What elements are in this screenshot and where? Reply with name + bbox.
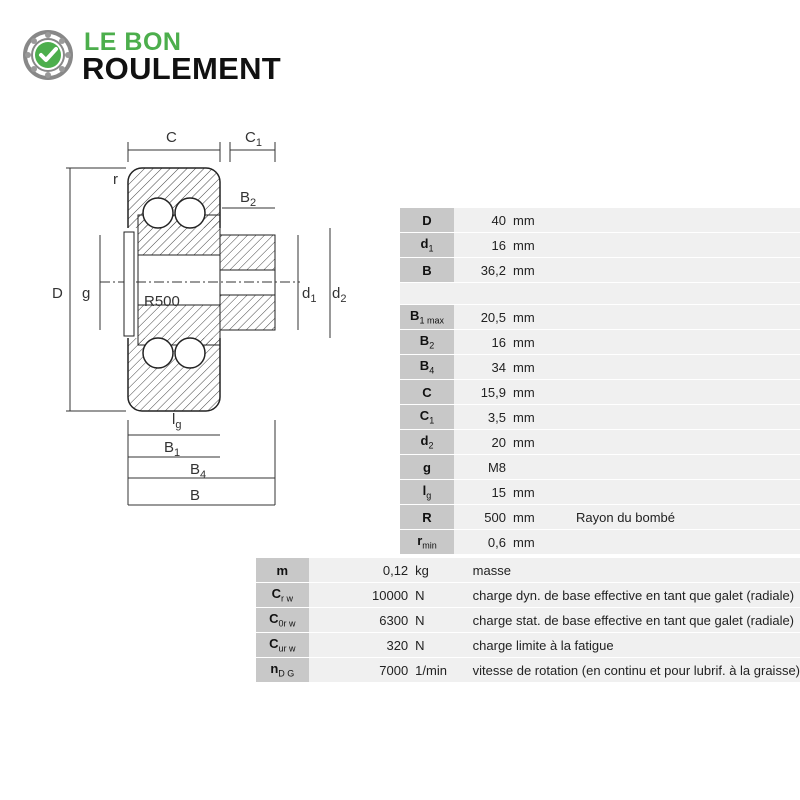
value-cell: 16 — [454, 330, 509, 354]
description-cell — [564, 530, 800, 554]
description-cell — [564, 430, 800, 454]
dim-label-C1: $C_1$ — [245, 129, 262, 149]
unit-cell: mm — [509, 258, 564, 282]
table-row — [256, 658, 800, 682]
symbol-base: C — [269, 636, 279, 652]
symbol-base: B — [419, 358, 430, 374]
dim-label-B2: $B_2$ — [240, 189, 257, 209]
value-cell: 500 — [454, 505, 509, 529]
symbol-cell — [256, 633, 309, 657]
table-row — [256, 608, 800, 632]
symbol-subscript: ur w — [278, 643, 296, 654]
description-cell: Rayon du bombé — [564, 505, 800, 529]
symbol-cell — [400, 305, 454, 329]
table-row — [400, 455, 800, 479]
logo-text-line2: ROULEMENT — [82, 51, 282, 86]
symbol-base: C — [422, 384, 432, 400]
unit-cell: mm — [509, 530, 564, 554]
unit-cell: mm — [509, 233, 564, 257]
table-row — [256, 583, 800, 607]
unit-cell: mm — [509, 355, 564, 379]
table-row — [400, 208, 800, 232]
symbol-base: D — [422, 212, 432, 228]
symbol-subscript: 1 max — [419, 315, 444, 326]
value-cell: 36,2 — [454, 258, 509, 282]
symbol-base: R — [422, 509, 432, 525]
symbol-base: B — [410, 308, 420, 324]
symbol-base: d — [420, 433, 429, 449]
unit-cell: N — [411, 583, 460, 607]
symbol-cell — [256, 608, 309, 632]
symbol-cell — [400, 208, 454, 232]
symbol-subscript: 4 — [429, 365, 435, 376]
value-cell: 10000 — [309, 583, 412, 607]
table-row — [400, 530, 800, 554]
table-row — [400, 505, 800, 529]
value-cell: 20,5 — [454, 305, 509, 329]
table-row — [400, 233, 800, 257]
unit-cell: N — [411, 608, 460, 632]
unit-cell: mm — [509, 505, 564, 529]
table-row — [400, 330, 800, 354]
dim-label-d1: $d_1$ — [302, 285, 317, 305]
dim-label-D: D — [52, 285, 63, 302]
value-cell: 6300 — [309, 608, 412, 632]
dim-label-r: r — [113, 171, 118, 188]
spacer-cell — [400, 283, 800, 304]
description-cell — [564, 233, 800, 257]
value-cell: 0,12 — [309, 558, 412, 582]
symbol-subscript: g — [426, 490, 432, 501]
symbol-cell — [400, 330, 454, 354]
symbol-subscript: D G — [278, 668, 295, 679]
symbol-cell — [400, 505, 454, 529]
symbol-cell — [400, 455, 454, 479]
logo-text-line1: LE BON — [84, 28, 182, 56]
symbol-base: r — [417, 533, 423, 549]
description-cell — [564, 405, 800, 429]
description-cell — [564, 480, 800, 504]
symbol-cell — [256, 558, 309, 582]
table-row — [400, 380, 800, 404]
unit-cell: N — [411, 633, 460, 657]
unit-cell: mm — [509, 330, 564, 354]
symbol-base: C — [269, 611, 279, 627]
table-row — [256, 633, 800, 657]
dim-label-d2: $d_2$ — [332, 285, 347, 305]
description-cell: masse — [461, 558, 800, 582]
symbol-subscript: 2 — [429, 340, 435, 351]
dim-label-B1: $B_1$ — [164, 439, 181, 459]
value-cell: M8 — [454, 455, 509, 479]
symbol-base: C — [271, 586, 281, 602]
value-cell: 15,9 — [454, 380, 509, 404]
symbol-subscript: min — [422, 540, 437, 551]
description-cell — [564, 258, 800, 282]
symbol-subscript: r w — [281, 593, 293, 604]
dim-label-C: C — [166, 129, 177, 146]
unit-cell: mm — [509, 405, 564, 429]
symbol-cell — [400, 480, 454, 504]
dim-label-lg: $l_g$ — [172, 411, 182, 431]
bearing-check-icon — [22, 29, 74, 81]
dim-label-R500: R500 — [144, 293, 180, 310]
table-row — [400, 480, 800, 504]
unit-cell: kg — [411, 558, 460, 582]
value-cell: 7000 — [309, 658, 412, 682]
symbol-subscript: 1 — [428, 243, 434, 254]
symbol-cell — [400, 405, 454, 429]
unit-cell: mm — [509, 380, 564, 404]
description-cell — [564, 208, 800, 232]
bearing-cross-section-drawing — [40, 120, 370, 520]
symbol-base: g — [423, 459, 431, 475]
value-cell: 34 — [454, 355, 509, 379]
description-cell — [564, 355, 800, 379]
symbol-cell — [400, 258, 454, 282]
symbol-cell — [400, 430, 454, 454]
dim-label-g: g — [82, 285, 91, 302]
unit-cell: mm — [509, 430, 564, 454]
symbol-cell — [400, 530, 454, 554]
symbol-base: l — [422, 483, 427, 499]
symbol-base: n — [270, 661, 279, 677]
symbol-cell — [400, 355, 454, 379]
symbol-base: C — [419, 408, 430, 424]
symbol-base: m — [276, 562, 289, 578]
symbol-subscript: 0r w — [278, 618, 296, 629]
value-cell: 320 — [309, 633, 412, 657]
description-cell: charge dyn. de base effective en tant que galet (radiale) — [461, 583, 800, 607]
description-cell: charge stat. de base effective en tant que galet (radiale) — [461, 608, 800, 632]
symbol-cell — [256, 583, 309, 607]
description-cell — [564, 305, 800, 329]
dim-label-B: B — [190, 487, 201, 504]
symbol-base: B — [419, 333, 430, 349]
brand-logo[interactable] — [22, 27, 302, 87]
value-cell: 16 — [454, 233, 509, 257]
description-cell: vitesse de rotation (en continu et pour lubrif. à la graisse) — [461, 658, 800, 682]
unit-cell: 1/min — [411, 658, 460, 682]
symbol-base: B — [422, 262, 432, 278]
value-cell: 20 — [454, 430, 509, 454]
symbol-base: d — [420, 236, 429, 252]
dim-label-B4: $B_4$ — [190, 461, 207, 481]
description-cell — [564, 455, 800, 479]
table-spacer-row — [400, 283, 800, 304]
symbol-cell — [256, 658, 309, 682]
description-cell — [564, 330, 800, 354]
unit-cell — [509, 455, 564, 479]
description-cell — [564, 380, 800, 404]
unit-cell: mm — [509, 305, 564, 329]
value-cell: 15 — [454, 480, 509, 504]
description-cell: charge limite à la fatigue — [461, 633, 800, 657]
symbol-subscript: 2 — [428, 440, 434, 451]
value-cell: 3,5 — [454, 405, 509, 429]
performance-table — [256, 557, 800, 683]
table-row — [400, 258, 800, 282]
value-cell: 0,6 — [454, 530, 509, 554]
table-row — [400, 405, 800, 429]
table-row — [256, 558, 800, 582]
unit-cell: mm — [509, 208, 564, 232]
table-row — [400, 355, 800, 379]
symbol-subscript: 1 — [429, 415, 435, 426]
unit-cell: mm — [509, 480, 564, 504]
symbol-cell — [400, 380, 454, 404]
value-cell: 40 — [454, 208, 509, 232]
symbol-cell — [400, 233, 454, 257]
table-row — [400, 305, 800, 329]
table-row — [400, 430, 800, 454]
dimensions-table — [400, 207, 800, 555]
